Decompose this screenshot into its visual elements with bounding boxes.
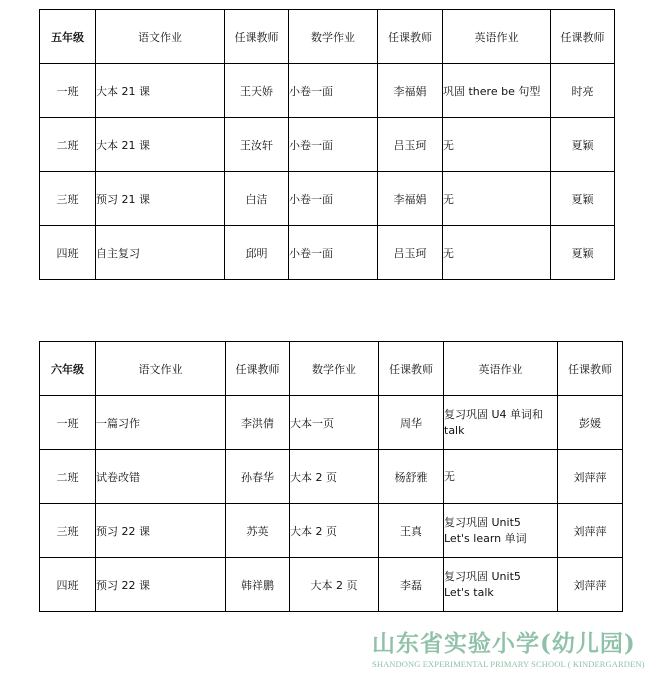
math-teacher: 吕玉珂 <box>378 118 443 172</box>
column-header-english: 英语作业 <box>444 342 558 396</box>
grade5-homework-table <box>39 9 615 280</box>
math-teacher: 李福娟 <box>378 64 443 118</box>
english-homework: 无 <box>443 226 551 280</box>
english-homework <box>444 450 558 504</box>
math-homework: 小卷一面 <box>289 172 378 226</box>
math-homework: 小卷一面 <box>289 118 378 172</box>
english-teacher: 夏颖 <box>551 118 615 172</box>
class-name: 四班 <box>40 226 96 280</box>
english-teacher: 刘萍萍 <box>558 504 623 558</box>
english-homework-line: 复习巩固 Unit5 <box>444 515 521 529</box>
chinese-homework: 预习 22 课 <box>96 558 226 612</box>
class-name: 四班 <box>40 558 96 612</box>
table-row <box>40 504 623 558</box>
column-header-english: 英语作业 <box>443 10 551 64</box>
grade-label: 六年级 <box>40 342 96 396</box>
column-header-teacher: 任课教师 <box>225 10 289 64</box>
chinese-teacher: 邱明 <box>225 226 289 280</box>
grade-label: 五年级 <box>40 10 96 64</box>
column-header-teacher: 任课教师 <box>379 342 444 396</box>
english-homework: 巩固 there be 句型 <box>443 64 551 118</box>
table-row <box>40 64 615 118</box>
english-homework: 无 <box>443 172 551 226</box>
school-name-english: SHANDONG EXPERIMENTAL PRIMARY SCHOOL ( KINDERGARDEN) <box>372 659 645 669</box>
english-homework-line: 无 <box>444 469 455 483</box>
chinese-teacher: 孙春华 <box>226 450 290 504</box>
school-name-chinese: 山东省实验小学(幼儿园) <box>372 630 636 657</box>
english-homework-line: 复习巩固 Unit5 <box>444 569 521 583</box>
math-homework: 大本 2 页 <box>290 504 379 558</box>
math-teacher: 李磊 <box>379 558 444 612</box>
english-homework-line: talk <box>444 423 465 437</box>
english-homework-line: Let's learn 单词 <box>444 531 527 545</box>
english-homework-line: Let's talk <box>444 585 494 599</box>
english-homework <box>444 558 558 612</box>
math-teacher: 王真 <box>379 504 444 558</box>
class-name: 三班 <box>40 172 96 226</box>
table-row <box>40 450 623 504</box>
class-name: 二班 <box>40 118 96 172</box>
chinese-teacher: 李洪倩 <box>226 396 290 450</box>
column-header-math: 数学作业 <box>289 10 378 64</box>
chinese-teacher: 王天娇 <box>225 64 289 118</box>
column-header-teacher: 任课教师 <box>551 10 615 64</box>
chinese-teacher: 苏英 <box>226 504 290 558</box>
english-homework <box>444 396 558 450</box>
english-teacher: 时亮 <box>551 64 615 118</box>
math-teacher: 周华 <box>379 396 444 450</box>
table-row <box>40 226 615 280</box>
english-teacher: 刘萍萍 <box>558 450 623 504</box>
chinese-homework: 预习 21 课 <box>96 172 225 226</box>
chinese-homework: 试卷改错 <box>96 450 226 504</box>
chinese-teacher: 韩祥鹏 <box>226 558 290 612</box>
chinese-homework: 大本 21 课 <box>96 118 225 172</box>
math-homework: 小卷一面 <box>289 64 378 118</box>
chinese-homework: 一篇习作 <box>96 396 226 450</box>
math-teacher: 吕玉珂 <box>378 226 443 280</box>
english-homework-line: 复习巩固 U4 单词和 <box>444 407 544 421</box>
chinese-teacher: 王汝轩 <box>225 118 289 172</box>
grade6-homework-table <box>39 341 623 612</box>
english-teacher: 夏颖 <box>551 226 615 280</box>
class-name: 三班 <box>40 504 96 558</box>
column-header-teacher: 任课教师 <box>378 10 443 64</box>
column-header-teacher: 任课教师 <box>226 342 290 396</box>
table-header-row <box>40 342 623 396</box>
math-teacher: 杨舒雅 <box>379 450 444 504</box>
english-homework: 无 <box>443 118 551 172</box>
table-row <box>40 172 615 226</box>
math-teacher: 李福娟 <box>378 172 443 226</box>
class-name: 一班 <box>40 396 96 450</box>
math-homework: 小卷一面 <box>289 226 378 280</box>
english-teacher: 彭媛 <box>558 396 623 450</box>
chinese-homework: 大本 21 课 <box>96 64 225 118</box>
chinese-homework: 预习 22 课 <box>96 504 226 558</box>
math-homework: 大本一页 <box>290 396 379 450</box>
class-name: 二班 <box>40 450 96 504</box>
math-homework: 大本 2 页 <box>290 558 379 612</box>
table-row <box>40 558 623 612</box>
column-header-chinese: 语文作业 <box>96 342 226 396</box>
column-header-math: 数学作业 <box>290 342 379 396</box>
english-teacher: 刘萍萍 <box>558 558 623 612</box>
class-name: 一班 <box>40 64 96 118</box>
school-watermark <box>372 630 668 669</box>
chinese-homework: 自主复习 <box>96 226 225 280</box>
table-row <box>40 118 615 172</box>
chinese-teacher: 白洁 <box>225 172 289 226</box>
english-homework <box>444 504 558 558</box>
table-header-row <box>40 10 615 64</box>
english-teacher: 夏颖 <box>551 172 615 226</box>
table-row <box>40 396 623 450</box>
column-header-chinese: 语文作业 <box>96 10 225 64</box>
column-header-teacher: 任课教师 <box>558 342 623 396</box>
math-homework: 大本 2 页 <box>290 450 379 504</box>
